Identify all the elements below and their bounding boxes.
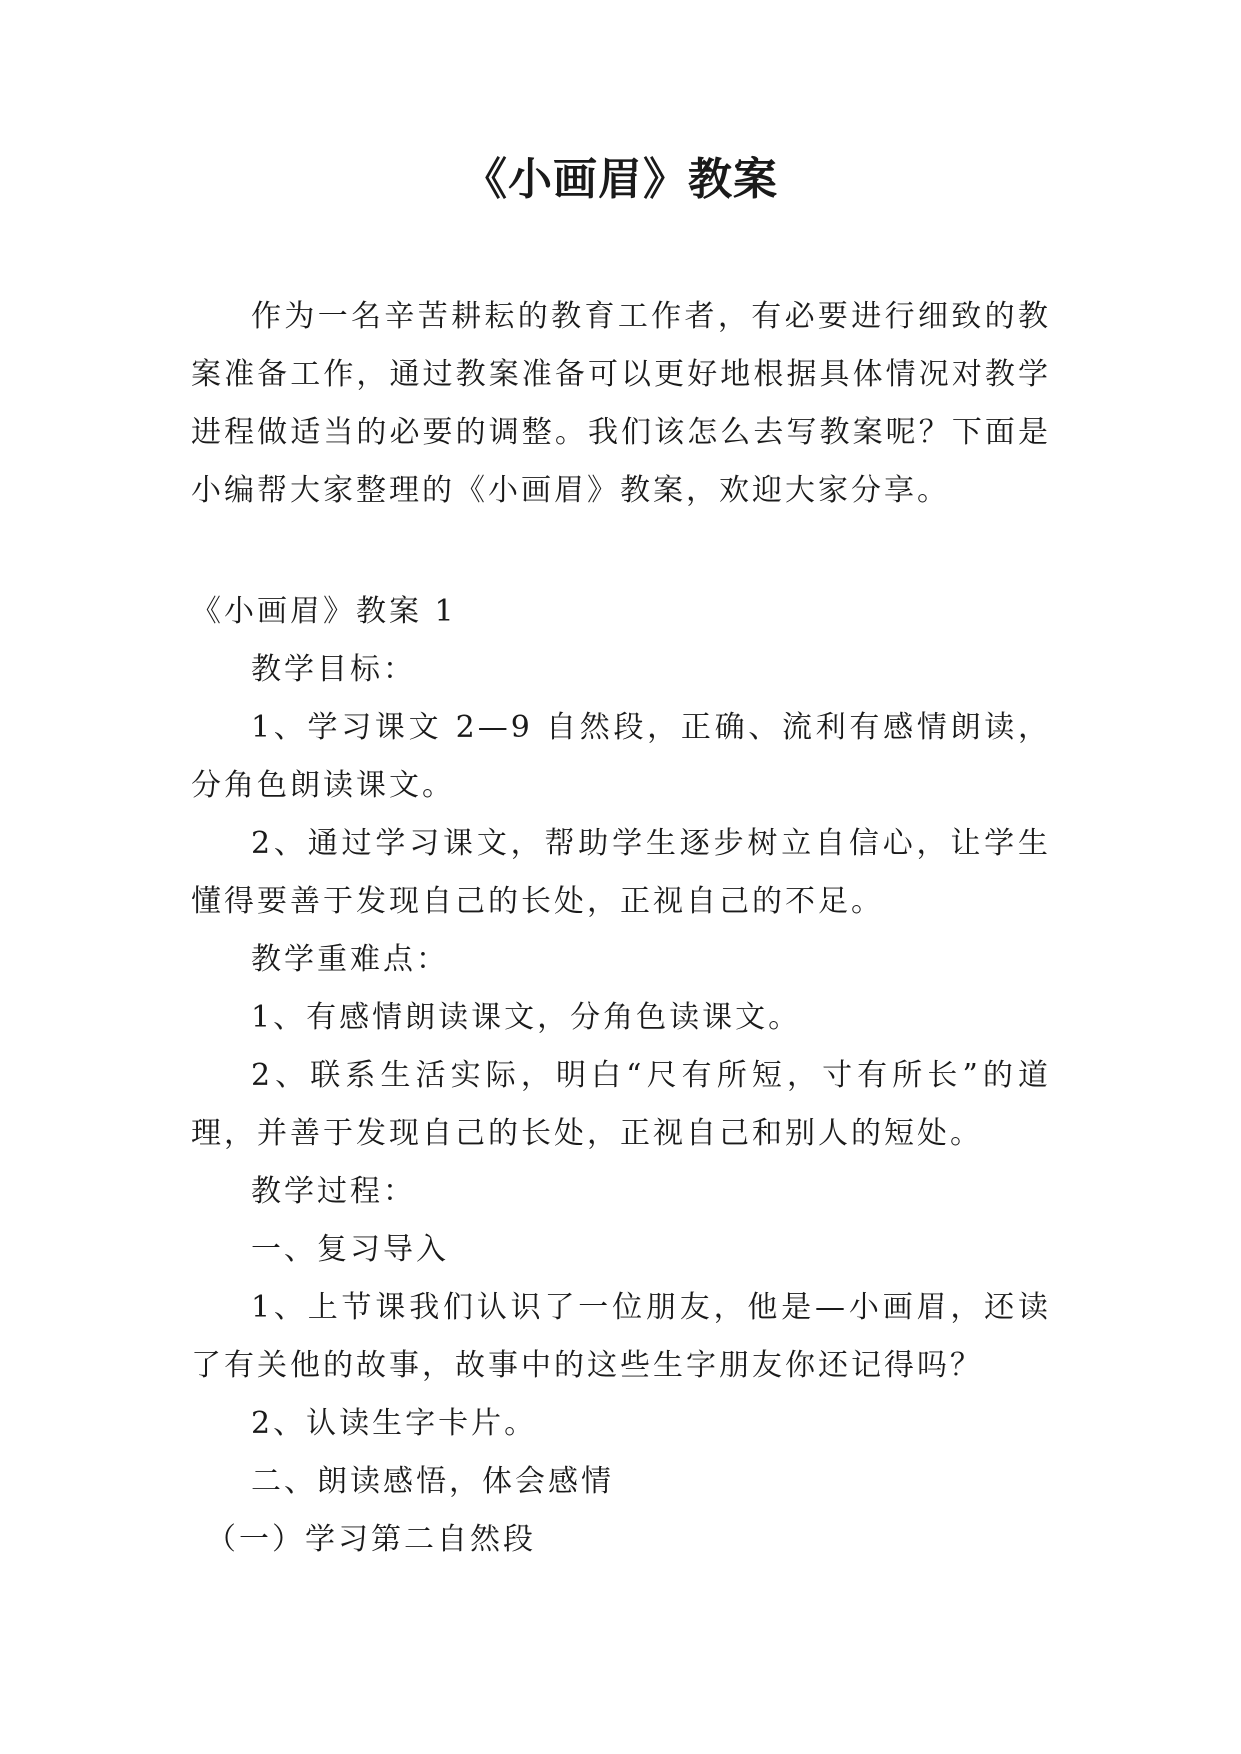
process-step-review: 一、复习导入 [251, 1232, 449, 1267]
section-heading: 《小画眉》教案 1 [191, 594, 457, 629]
document-body [191, 288, 1051, 1569]
process-substep-1: （一）学习第二自然段 [206, 1522, 536, 1557]
process-item-1: 1、上节课我们认识了一位朋友，他是—小画眉，还读了有关他的故事，故事中的这些生字朋友你还记得吗？ [191, 1290, 1051, 1383]
heading-teaching-process: 教学过程： [251, 1174, 416, 1209]
heading-key-points: 教学重难点： [251, 942, 449, 977]
goal-item-1: 1、学习课文 2—9 自然段，正确、流利有感情朗读，分角色朗读课文。 [191, 710, 1051, 803]
heading-teaching-goals: 教学目标： [251, 652, 416, 687]
goal-item-2: 2、通过学习课文，帮助学生逐步树立自信心，让学生懂得要善于发现自己的长处，正视自己的不足。 [191, 826, 1051, 919]
process-item-2: 2、认读生字卡片。 [251, 1406, 538, 1441]
section-gap [191, 520, 1051, 583]
key-point-item-2: 2、联系生活实际，明白“尺有所短，寸有所长”的道理，并善于发现自己的长处，正视自己和别人的短处。 [191, 1058, 1051, 1151]
intro-paragraph: 作为一名辛苦耕耘的教育工作者，有必要进行细致的教案准备工作，通过教案准备可以更好地根据具体情况对教学进程做适当的必要的调整。我们该怎么去写教案呢？下面是小编帮大家整理的《小画眉》教案，欢迎大家分享。 [191, 299, 1051, 508]
key-point-item-1: 1、有感情朗读课文，分角色读课文。 [251, 1000, 802, 1035]
document-title: 《小画眉》教案 [463, 154, 778, 205]
process-step-reading: 二、朗读感悟，体会感情 [251, 1464, 614, 1499]
